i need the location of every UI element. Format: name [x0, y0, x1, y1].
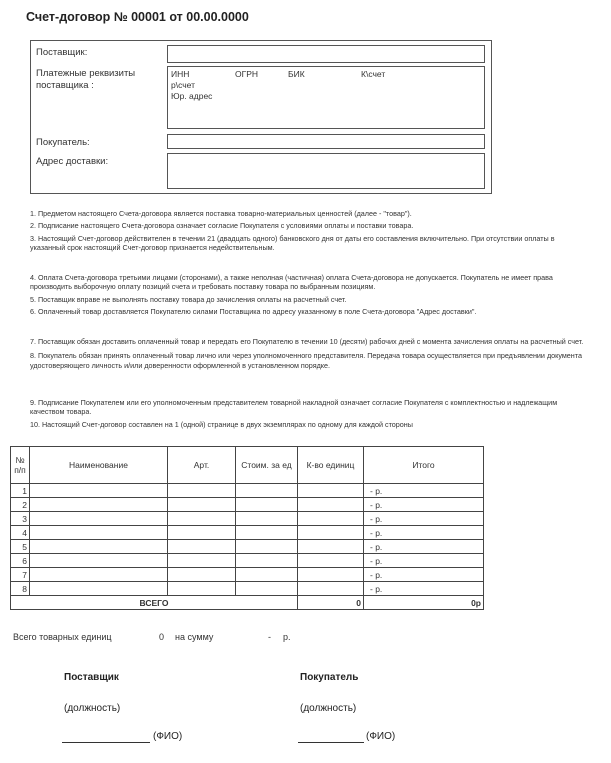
price-cell[interactable]	[236, 540, 298, 554]
qty-cell[interactable]	[298, 540, 364, 554]
row-number: 6	[11, 554, 30, 568]
qty-cell[interactable]	[298, 582, 364, 596]
table-row	[11, 540, 484, 554]
payment-details-field[interactable]	[167, 66, 485, 129]
table-row	[11, 512, 484, 526]
buyer-sign-title: Покупатель	[300, 672, 359, 683]
name-cell[interactable]	[30, 526, 168, 540]
col-header-name: Наименование	[30, 447, 168, 484]
buyer-label: Покупатель:	[36, 137, 90, 148]
col-header-total: Итого	[364, 447, 484, 484]
price-cell[interactable]	[236, 498, 298, 512]
table-row	[11, 554, 484, 568]
name-cell[interactable]	[30, 540, 168, 554]
qty-cell[interactable]	[298, 484, 364, 498]
term-item: 10. Настоящий Счет-договор составлен на 1 (одной) странице в двух экземплярах по одному для каждой стороны	[30, 419, 413, 429]
row-number: 1	[11, 484, 30, 498]
total-cell: - р.	[364, 540, 484, 554]
delivery-label: Адрес доставки:	[36, 156, 109, 167]
parties-frame	[30, 40, 492, 194]
terms-block-1	[30, 209, 590, 252]
terms-block-2	[30, 273, 590, 316]
price-cell[interactable]	[236, 568, 298, 582]
name-cell[interactable]	[30, 484, 168, 498]
terms-block-3	[30, 337, 590, 370]
terms-block-4	[30, 398, 590, 429]
term-item: 4. Оплата Счета-договора третьими лицами (сторонами), а также неполная (частичная) оплата Счета-договора не допускается. Покупатель не имеет права производить выборочную оплату позиций счета и требовать поставку товара по выбранным позициям.	[30, 273, 553, 292]
name-cell[interactable]	[30, 512, 168, 526]
col-header-price: Стоим. за ед	[236, 447, 298, 484]
payment-label-1: Платежные реквизиты	[36, 68, 136, 79]
art-cell[interactable]	[168, 540, 236, 554]
term-item: 8. Покупатель обязан принять оплаченный товар лично или через уполномоченного представителя. Передача товара осуществляется при предъявлении документа удостоверяющего личность и/или доверенности оформленной в установленном порядке.	[30, 351, 582, 370]
row-number: 4	[11, 526, 30, 540]
ks-label: К\счет	[361, 69, 386, 79]
term-item: 6. Оплаченный товар доставляется Покупателю силами Поставщика по адресу указанному в поле Счета-договора "Адрес доставки".	[30, 306, 477, 316]
price-cell[interactable]	[236, 512, 298, 526]
total-cell: - р.	[364, 484, 484, 498]
sum-value: -	[268, 632, 271, 642]
total-row	[11, 596, 484, 610]
row-number: 8	[11, 582, 30, 596]
total-cell: - р.	[364, 554, 484, 568]
term-item: 3. Настоящий Счет-договор действителен в течении 21 (двадцать одного) банковского дня от даты его составления включительно. При отсутствии оплаты в указанный срок настоящий Счет-договор признается недействительным.	[30, 233, 555, 252]
payment-label-2: поставщика :	[36, 80, 94, 91]
name-cell[interactable]	[30, 554, 168, 568]
table-row	[11, 498, 484, 512]
name-cell[interactable]	[30, 498, 168, 512]
buyer-position: (должность)	[300, 703, 357, 714]
total-qty: 0	[298, 596, 364, 610]
supplier-sign-title: Поставщик	[64, 672, 119, 683]
buyer-field[interactable]	[167, 134, 485, 149]
units-label: Всего товарных единиц	[13, 632, 112, 642]
name-cell[interactable]	[30, 582, 168, 596]
supplier-position: (должность)	[64, 703, 121, 714]
term-item: 2. Подписание настоящего Счета-договора означает согласие Покупателя с условиями оплаты и поставки товара.	[30, 221, 414, 231]
price-cell[interactable]	[236, 554, 298, 568]
table-row	[11, 526, 484, 540]
col-header-art: Арт.	[168, 447, 236, 484]
qty-cell[interactable]	[298, 568, 364, 582]
art-cell[interactable]	[168, 498, 236, 512]
total-label: ВСЕГО	[11, 596, 298, 610]
row-number: 3	[11, 512, 30, 526]
delivery-address-field[interactable]	[167, 153, 485, 189]
buyer-signature-line[interactable]	[298, 742, 364, 743]
qty-cell[interactable]	[298, 526, 364, 540]
sum-label: на сумму	[175, 632, 214, 642]
address-label: Юр. адрес	[171, 91, 213, 101]
term-item: 5. Поставщик вправе не выполнять поставку товара до зачисления оплаты на расчетный счет.	[30, 294, 347, 304]
name-cell[interactable]	[30, 568, 168, 582]
art-cell[interactable]	[168, 484, 236, 498]
total-cell: - р.	[364, 582, 484, 596]
total-cell: - р.	[364, 512, 484, 526]
row-number: 7	[11, 568, 30, 582]
qty-cell[interactable]	[298, 554, 364, 568]
total-cell: - р.	[364, 568, 484, 582]
price-cell[interactable]	[236, 526, 298, 540]
art-cell[interactable]	[168, 512, 236, 526]
art-cell[interactable]	[168, 582, 236, 596]
term-item: 9. Подписание Покупателем или его уполномоченным представителем товарной накладной означает согласие Покупателя с комплектностью и надлежащим качеством товара.	[30, 398, 558, 417]
bik-label: БИК	[288, 69, 305, 79]
supplier-label: Поставщик:	[36, 47, 88, 58]
buyer-fio: (ФИО)	[366, 731, 396, 742]
table-row	[11, 582, 484, 596]
ogrn-label: ОГРН	[235, 69, 259, 79]
qty-cell[interactable]	[298, 512, 364, 526]
col-header-num: № п/п	[11, 447, 30, 484]
table-row	[11, 568, 484, 582]
rs-label: р\счет	[171, 80, 196, 90]
row-number: 2	[11, 498, 30, 512]
units-value: 0	[159, 632, 165, 642]
document-title: Счет-договор № 00001 от 00.00.0000	[26, 10, 249, 24]
col-header-qty: К-во единиц	[298, 447, 364, 484]
total-sum: 0р	[364, 596, 484, 610]
inn-label: ИНН	[171, 69, 190, 79]
supplier-signature-line[interactable]	[62, 742, 150, 743]
art-cell[interactable]	[168, 568, 236, 582]
total-cell: - р.	[364, 526, 484, 540]
art-cell[interactable]	[168, 526, 236, 540]
table-row	[11, 484, 484, 498]
price-cell[interactable]	[236, 582, 298, 596]
term-item: 1. Предметом настоящего Счета-договора является поставка товарно-материальных ценностей (далее - "товар").	[30, 209, 412, 218]
art-cell[interactable]	[168, 554, 236, 568]
qty-cell[interactable]	[298, 498, 364, 512]
sum-currency: р.	[283, 632, 291, 642]
items-table	[10, 446, 484, 610]
supplier-fio: (ФИО)	[153, 731, 183, 742]
supplier-field[interactable]	[167, 45, 485, 63]
row-number: 5	[11, 540, 30, 554]
price-cell[interactable]	[236, 484, 298, 498]
total-cell: - р.	[364, 498, 484, 512]
term-item: 7. Поставщик обязан доставить оплаченный товар и передать его Покупателю в течении 10 (десяти) рабочих дней с момента зачисления оплаты на расчетный счет.	[30, 337, 584, 346]
